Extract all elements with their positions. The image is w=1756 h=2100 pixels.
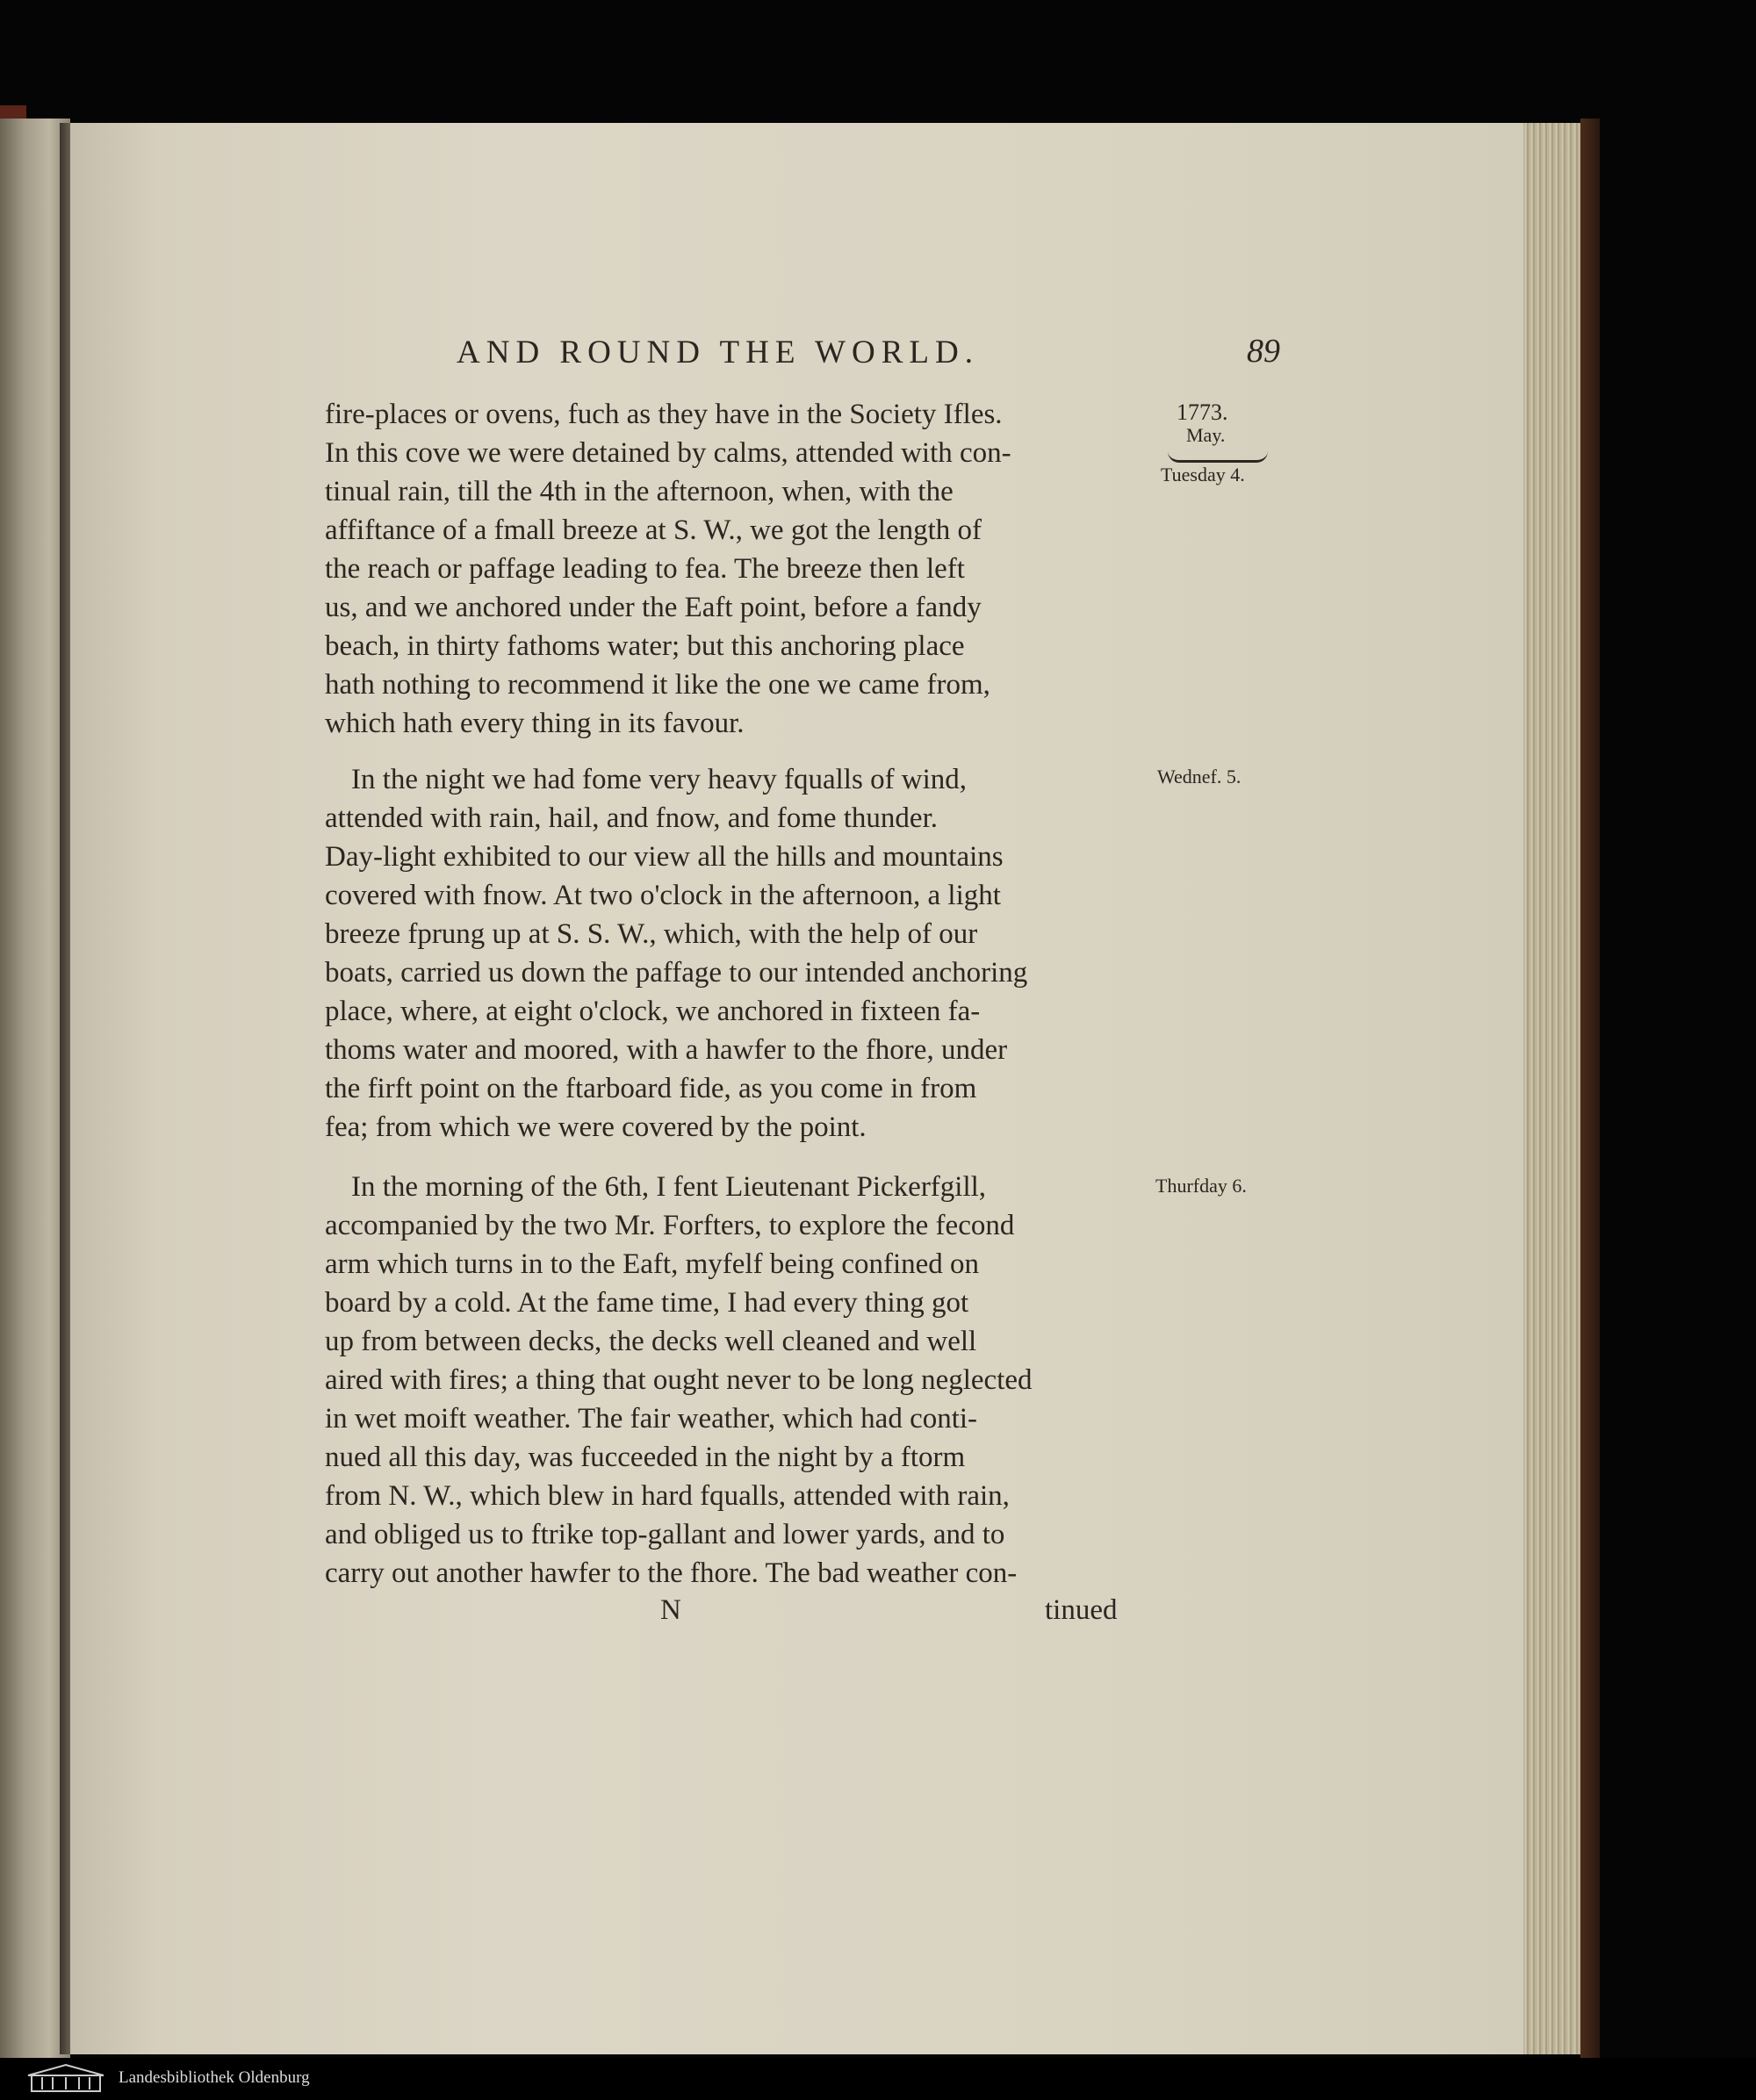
text-line: the firft point on the ftarboard fide, as you come in from (325, 1073, 977, 1104)
text-line: up from between decks, the decks well cleaned and well (325, 1326, 977, 1357)
margin-year: 1773. (1177, 399, 1228, 425)
text-line: aired with fires; a thing that ought never to be long neglected (325, 1364, 1033, 1396)
text-line: hath nothing to recommend it like the one we came from, (325, 669, 990, 701)
text-line: breeze fprung up at S. S. W., which, with the help of our (325, 918, 978, 950)
text-line: the reach or paffage leading to fea. The breeze then left (325, 553, 965, 585)
text-line: Day-light exhibited to our view all the hills and mountains (325, 841, 1004, 873)
library-name: Landesbibliothek Oldenburg (119, 2068, 310, 2087)
text-line: which hath every thing in its favour. (325, 708, 745, 739)
margin-month: May. (1186, 424, 1226, 446)
text-line: In the night we had fome very heavy fqualls of wind, (351, 764, 968, 795)
text-line: boats, carried us down the paffage to our intended anchoring (325, 957, 1028, 989)
book-binding (1580, 119, 1600, 2059)
text-line: place, where, at eight o'clock, we anchored in fixteen fa- (325, 996, 981, 1027)
text-line: beach, in thirty fathoms water; but this anchoring place (325, 630, 965, 662)
text-line: board by a cold. At the fame time, I had every thing got (325, 1287, 969, 1319)
paragraph-3 (325, 1168, 1141, 1593)
text-line: us, and we anchored under the Eaft point, before a fandy (325, 592, 982, 623)
signature-mark: N (660, 1594, 681, 1626)
text-line: accompanied by the two Mr. Forfters, to explore the fecond (325, 1210, 1015, 1241)
margin-date-wednesday: Wednef. 5. (1157, 766, 1241, 788)
running-title: AND ROUND THE WORLD. (457, 334, 979, 370)
text-line: thoms water and moored, with a hawfer to the fhore, under (325, 1034, 1008, 1066)
library-building-icon (26, 2063, 105, 2093)
page-edges (1523, 123, 1589, 2054)
paragraph-2 (325, 760, 1141, 1147)
margin-date-tuesday: Tuesday 4. (1161, 464, 1245, 485)
text-line: in wet moift weather. The fair weather, which had conti- (325, 1403, 978, 1435)
paragraph-1 (325, 395, 1141, 743)
margin-brace (1168, 451, 1268, 463)
text-line: affiftance of a fmall breeze at S. W., we got the length of (325, 514, 982, 546)
text-line: In the morning of the 6th, I fent Lieutenant Pickerfgill, (351, 1171, 987, 1203)
text-line: from N. W., which blew in hard fqualls, attended with rain, (325, 1480, 1010, 1512)
text-line: fea; from which we were covered by the point. (325, 1111, 867, 1143)
margin-date-thursday: Thurfday 6. (1155, 1175, 1247, 1197)
text-line: attended with rain, hail, and fnow, and fome thunder. (325, 802, 938, 834)
text-line: tinual rain, till the 4th in the afternoon, when, with the (325, 476, 954, 507)
catchword: tinued (1045, 1594, 1118, 1626)
library-footer-bar (0, 2058, 1756, 2100)
page-number: 89 (1247, 333, 1280, 370)
text-line: arm which turns in to the Eaft, myfelf being confined on (325, 1248, 980, 1280)
text-line: covered with fnow. At two o'clock in the afternoon, a light (325, 880, 1001, 911)
text-line: and obliged us to ftrike top-gallant and lower yards, and to (325, 1519, 1005, 1550)
text-line: fire-places or ovens, fuch as they have in the Society Ifles. (325, 399, 1003, 430)
text-line: In this cove we were detained by calms, attended with con- (325, 437, 1011, 469)
text-line: carry out another hawfer to the fhore. The bad weather con- (325, 1557, 1018, 1589)
text-line: nued all this day, was fucceeded in the night by a ftorm (325, 1442, 966, 1473)
